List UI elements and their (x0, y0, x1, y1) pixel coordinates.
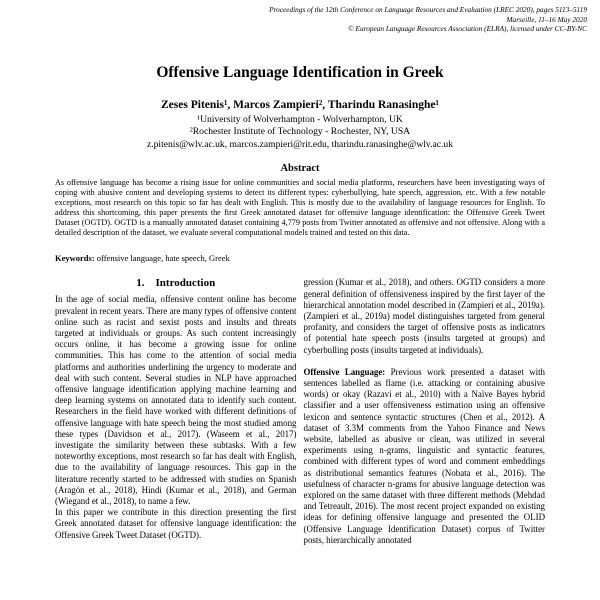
affiliation-1: ¹University of Wolverhampton - Wolverhampton, UK (197, 113, 403, 125)
abstract-text: As offensive language has become a rising issue for online communities and social media platforms, researchers have been investigating ways of coping with abusive content and developing systems to detect its different types: cyberbullying, hate speech, aggression, etc. With a few notable exceptions, most research on this topic so far has dealt with English. This is mostly due to the availability of language resources for English. To address this shortcoming, this paper presents the first Greek annotated dataset for offensive language identification: the Offensive Greek Tweet Dataset (OGTD). OGTD is a manually annotated dataset containing 4,779 posts from Twitter annotated as offensive and not offensive. Along with a detailed description of the dataset, we evaluate several computational models trained and tested on this data. (55, 177, 545, 238)
intro-paragraph-1: In the age of social media, offensive content online has become prevalent in recent years. There are many types of offensive content online such as racist and sexist posts and insults and threats targeted at individuals or groups. As such content increasingly occurs online, it has become a growing issue for online communities. This has come to the attention of social media platforms and authorities underlining the urgency to moderate and deal with such content. Several studies in NLP have approached offensive language identification applying machine learning and deep learning systems on annotated data to identify such content. Researchers in the field have worked with different definitions of offensive language with hate speech being the most studied among these types (Davidson et al., 2017). (Waseem et al., 2017) investigate the similarity between these subtasks. With a few noteworthy exceptions, most research so far has dealt with English, due to the availability of language resources. This gap in the literature recently started to be addressed with studies on Spanish (Aragón et al., 2018), Hindi (Kumar et al., 2018), and German (Wiegand et al., 2018), to name a few. (55, 294, 297, 506)
offensive-language-paragraph (304, 367, 546, 546)
left-column (55, 277, 297, 546)
proceedings-line-2: Marseille, 11–16 May 2020 (506, 14, 587, 24)
proceedings-header (0, 0, 600, 34)
abstract-heading: Abstract (280, 162, 320, 174)
keywords-line (55, 253, 545, 263)
right-column (304, 277, 546, 546)
continued-paragraph: gression (Kumar et al., 2018), and others. OGTD considers a more general definition of offensiveness inspired by the first layer of the hierarchical annotation model described in (Zampieri et al., 2019a). (Zampieri et al., 2019a) model distinguishes targeted from general profanity, and considers the target of offensive posts as indicators of potential hate speech posts (insults targeted at groups) and cyberbulling posts (insults targeted at individuals). (303, 277, 545, 355)
intro-paragraph-2: In this paper we contribute in this direction presenting the first Greek annotated dataset for offensive language identification: the Offensive Greek Tweet Dataset (OGTD). (55, 507, 297, 540)
author-list: Zeses Pitenis¹, Marcos Zampieri², Tharindu Ranasinghe¹ (161, 98, 439, 111)
section-heading-introduction: 1. Introduction (136, 277, 216, 290)
proceedings-line-3: © European Language Resources Association (ELRA), licensed under CC-BY-NC (348, 24, 587, 34)
author-emails: z.pitenis@wlv.ac.uk, marcos.zampieri@rit.edu, tharindu.ranasinghe@wlv.ac.uk (146, 138, 454, 150)
offensive-language-text: Previous work presented a dataset with sentences labelled as flame (i.e. attacking or containing abusive words) or okay (Razavi et al., 2010) with a Naïve Bayes hybrid classifier and a user offensiveness estimation using an offensive lexicon and sentence syntactic structures (Chen et al., 2012). A dataset of 3.3M comments from the Yahoo Finance and News website, labelled as abusive or clean, was utilized in several experiments using n-grams, linguistic and syntactic features, combined with different types of word and comment embeddings as distributional semantics features (Nobata et al., 2016). The usefulness of character n-grams for abusive language detection was explored on the same dataset with three different methods (Mehdad and Tetreault, 2016). The most recent project expanded on existing ideas for defining offensive language and presented the OLID (Offensive Language Identification Dataset) corpus of Twitter posts, hierarchically annotated (303, 366, 545, 545)
proceedings-line-1: Proceedings of the 12th Conference on Language Resources and Evaluation (LREC 2020), pages 5113–5119 (269, 5, 587, 14)
two-column-body (55, 277, 545, 546)
paper-title: Offensive Language Identification in Greek (156, 63, 444, 81)
offensive-language-lead: Offensive Language: (303, 366, 386, 377)
affiliation-2: ²Rochester Institute of Technology - Rochester, NY, USA (189, 125, 411, 137)
keywords-label: Keywords: (55, 253, 95, 264)
keywords-text: offensive language, hate speech, Greek (94, 253, 230, 264)
